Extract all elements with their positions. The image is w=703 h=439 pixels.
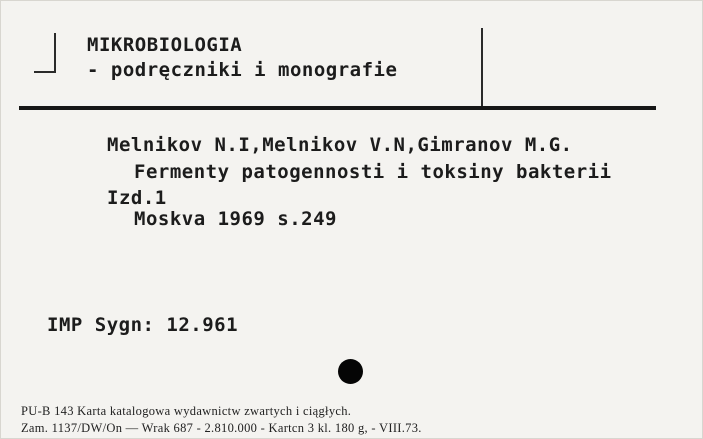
subject-heading: MIKROBIOLOGIA: [87, 34, 243, 56]
entry-authors: Melnikov N.I,Melnikov V.N,Gimranov M.G.: [107, 134, 573, 156]
entry-edition: Izd.1: [107, 187, 167, 209]
header-divider: [481, 28, 483, 106]
header-corner-mark: [34, 33, 56, 73]
footer-line-2: Zam. 1137/DW/On — Wrak 687 - 2.810.000 - Kartcn 3 kl. 180 g, - VIII.73.: [21, 421, 422, 435]
call-number: IMP Sygn: 12.961: [47, 314, 239, 336]
subject-subheading: - podręczniki i monografie: [87, 59, 398, 81]
entry-imprint: Moskva 1969 s.249: [134, 208, 337, 230]
card-punch-hole: [338, 359, 363, 384]
header-rule: [19, 106, 656, 110]
footer-line-1: PU-B 143 Karta katalogowa wydawnictw zwartych i ciągłych.: [21, 404, 352, 418]
entry-title: Fermenty patogennosti i toksiny bakterii: [134, 161, 612, 183]
